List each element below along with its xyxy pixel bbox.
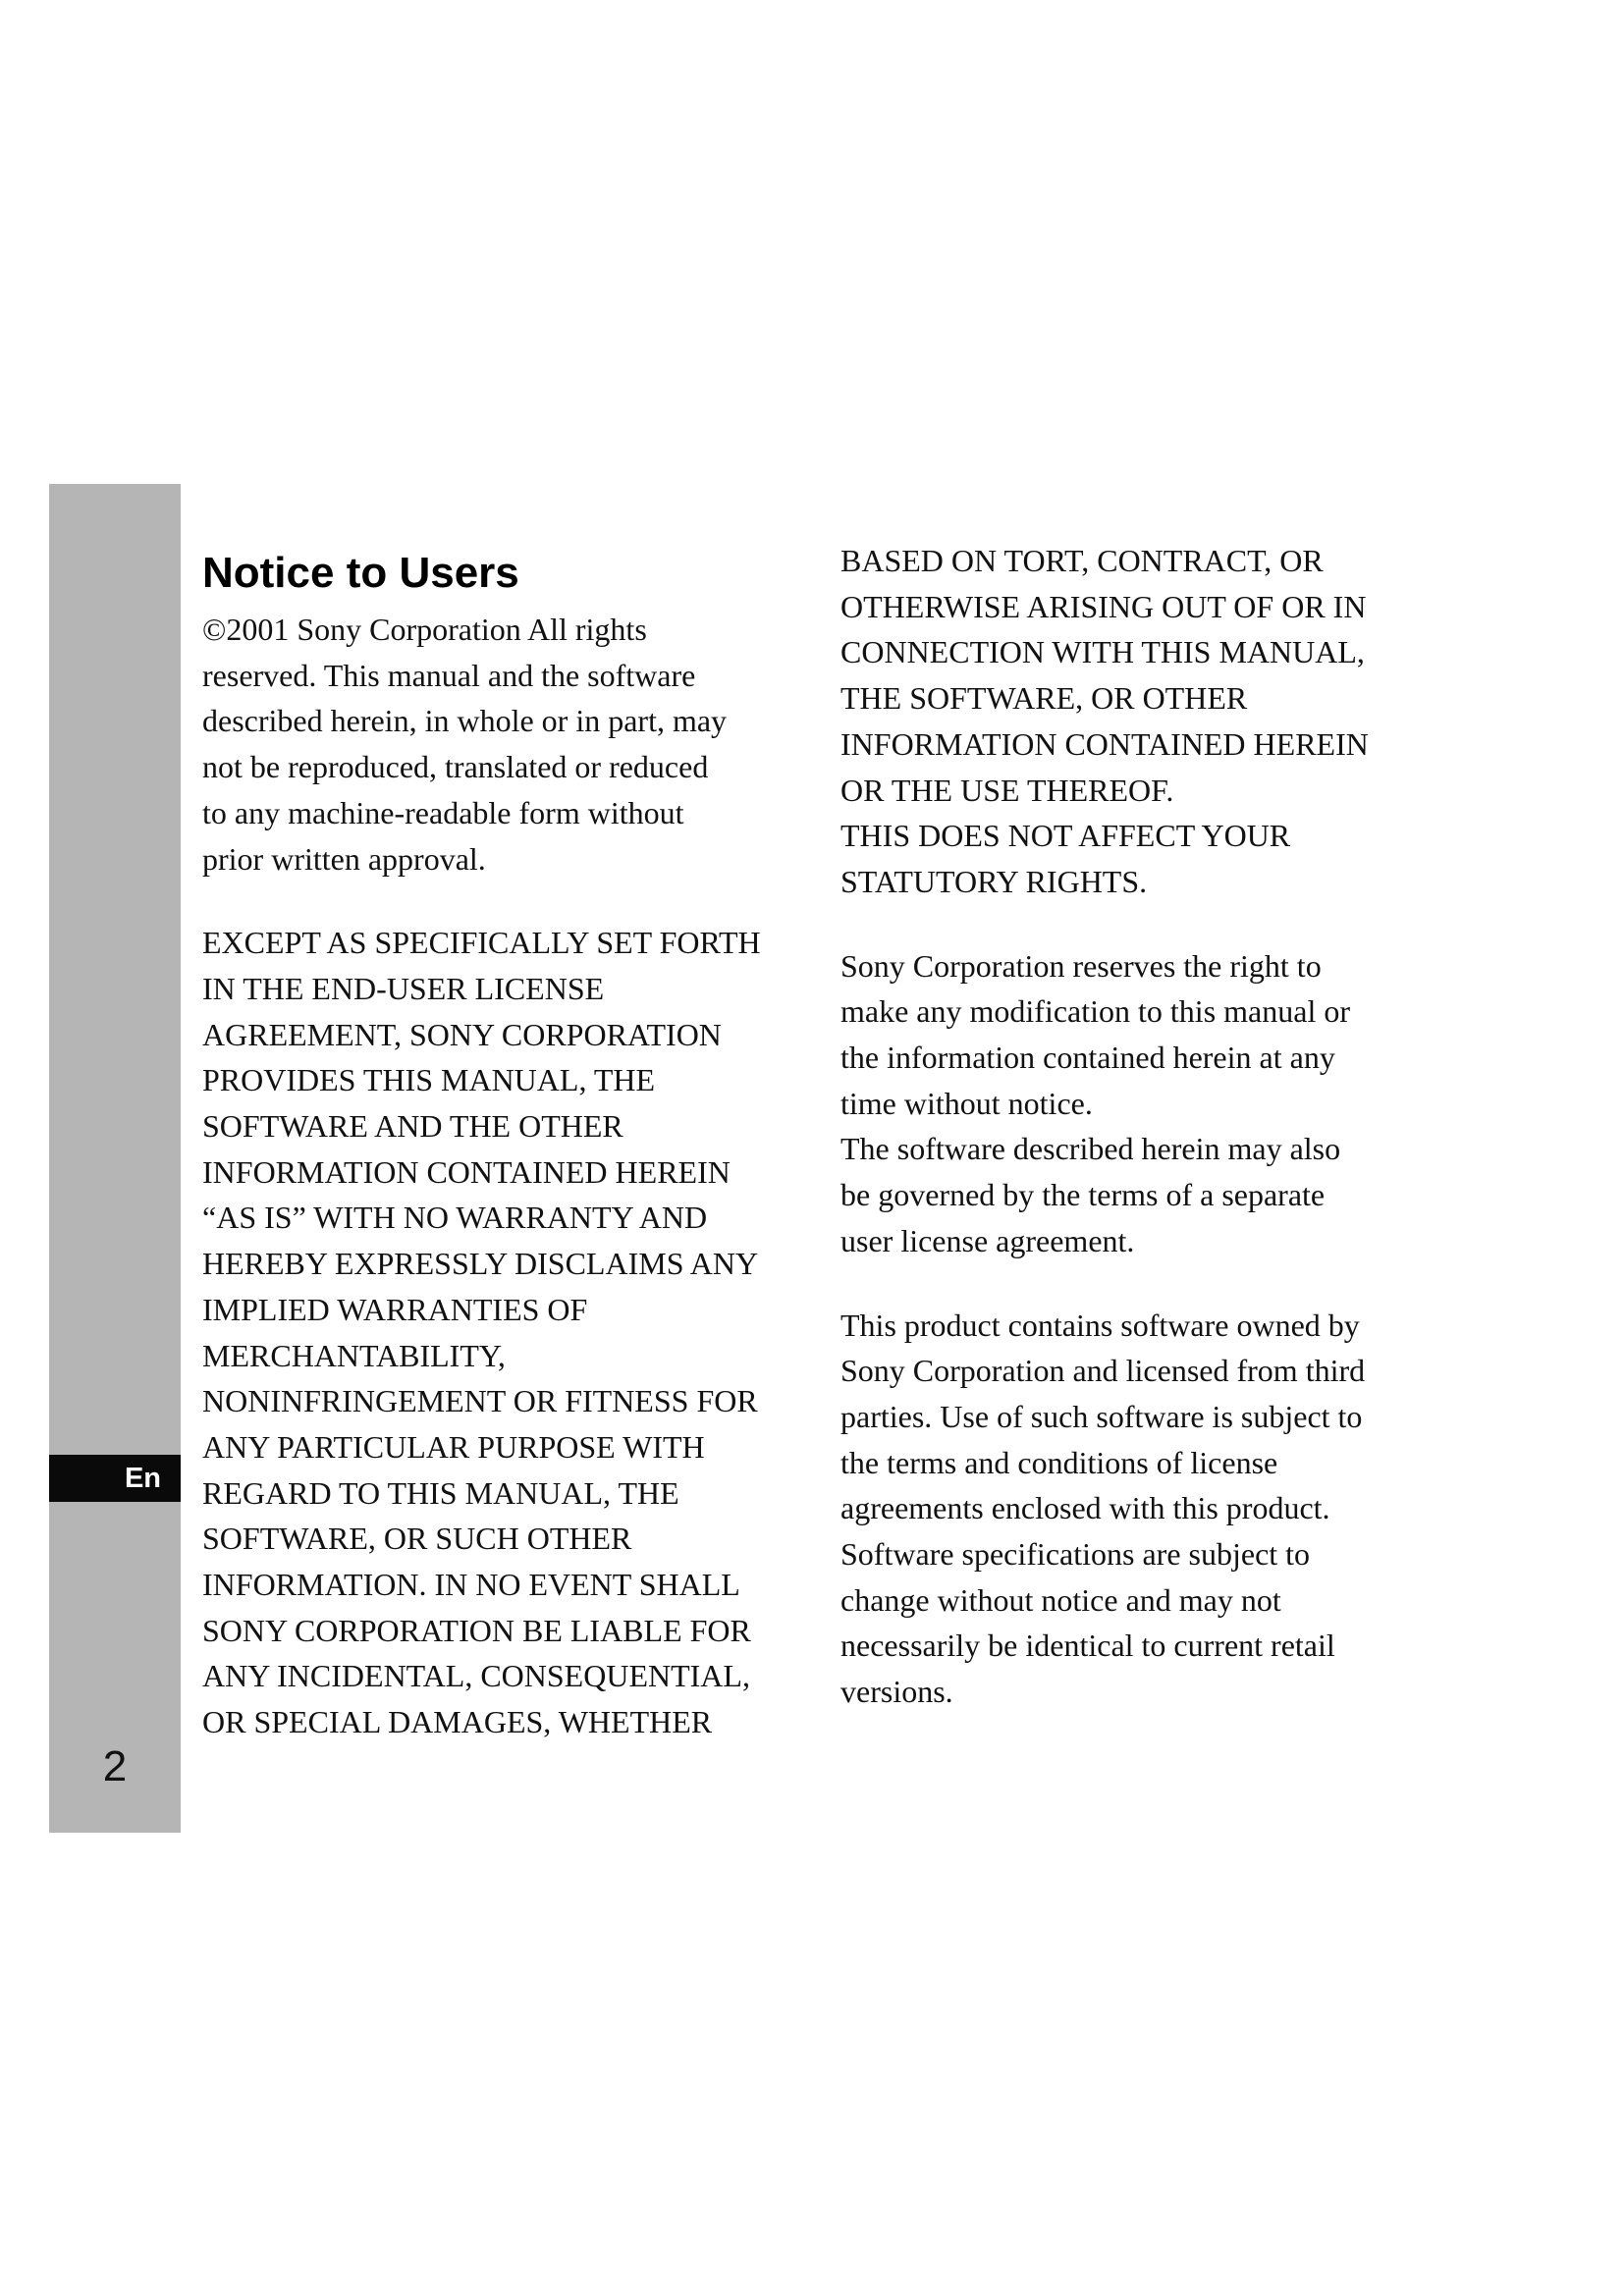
disclaimer-line: MERCHANTABILITY,: [202, 1337, 506, 1373]
modification-line: The software described herein may also: [840, 1131, 1341, 1167]
modification-line: Sony Corporation reserves the right to: [840, 947, 1322, 984]
copyright-line: reserved. This manual and the software: [202, 657, 696, 693]
third-party-paragraph: [840, 1303, 1430, 1715]
disclaimer-line: NONINFRINGEMENT OR FITNESS FOR: [202, 1383, 758, 1419]
copyright-line: described herein, in whole or in part, may: [202, 703, 728, 739]
disclaimer-line: REGARD TO THIS MANUAL, THE: [202, 1474, 679, 1511]
disclaimer-line: “AS IS” WITH NO WARRANTY AND: [202, 1200, 708, 1236]
page-title: Notice to Users: [202, 549, 519, 597]
disclaimer-line: ANY INCIDENTAL, CONSEQUENTIAL,: [202, 1658, 750, 1694]
modification-line: be governed by the terms of a separate: [840, 1177, 1326, 1213]
disclaimer-line: PROVIDES THIS MANUAL, THE: [202, 1062, 656, 1098]
disclaimer-line: SOFTWARE AND THE OTHER: [202, 1108, 623, 1145]
copyright-line: to any machine-readable form without: [202, 794, 684, 830]
third-party-line: necessarily be identical to current retail: [840, 1628, 1335, 1664]
third-party-line: versions.: [840, 1674, 953, 1710]
disclaimer-line: IMPLIED WARRANTIES OF: [202, 1291, 588, 1327]
third-party-line: Software specifications are subject to: [840, 1536, 1311, 1573]
third-party-line: This product contains software owned by: [840, 1307, 1360, 1343]
disclaimer-line: INFORMATION. IN NO EVENT SHALL: [202, 1567, 740, 1603]
side-tab: [49, 484, 181, 1833]
copyright-line: not be reproduced, translated or reduced: [202, 749, 709, 785]
disclaimer-line: EXCEPT AS SPECIFICALLY SET FORTH: [202, 925, 761, 961]
modification-line: the information contained herein at any: [840, 1040, 1335, 1076]
disclaimer-line: SONY CORPORATION BE LIABLE FOR: [202, 1612, 751, 1648]
modification-line: make any modification to this manual or: [840, 993, 1350, 1030]
disclaimer-line: OR SPECIAL DAMAGES, WHETHER: [202, 1704, 713, 1740]
third-party-line: Sony Corporation and licensed from third: [840, 1353, 1366, 1389]
disclaimer-line: OTHERWISE ARISING OUT OF OR IN: [840, 588, 1367, 624]
disclaimer-line: INFORMATION CONTAINED HEREIN: [202, 1153, 731, 1190]
disclaimer-line: INFORMATION CONTAINED HEREIN: [840, 725, 1369, 762]
disclaimer-line: HEREBY EXPRESSLY DISCLAIMS ANY: [202, 1246, 759, 1282]
disclaimer-continued-paragraph: [840, 538, 1430, 905]
page-number: 2: [102, 1742, 128, 1790]
right-column: [840, 538, 1430, 1715]
disclaimer-line: BASED ON TORT, CONTRACT, OR: [840, 543, 1324, 578]
disclaimer-line: THIS DOES NOT AFFECT YOUR: [840, 818, 1291, 854]
disclaimer-line: CONNECTION WITH THIS MANUAL,: [840, 634, 1365, 670]
third-party-line: agreements enclosed with this product.: [840, 1490, 1330, 1526]
disclaimer-line: THE SOFTWARE, OR OTHER: [840, 680, 1248, 717]
disclaimer-line: ANY PARTICULAR PURPOSE WITH: [202, 1428, 705, 1465]
third-party-line: the terms and conditions of license: [840, 1444, 1278, 1480]
copyright-paragraph: [202, 607, 791, 881]
disclaimer-line: AGREEMENT, SONY CORPORATION: [202, 1016, 722, 1052]
disclaimer-paragraph: [202, 920, 791, 1745]
third-party-line: change without notice and may not: [840, 1581, 1281, 1618]
modification-paragraph: [840, 943, 1430, 1264]
third-party-line: parties. Use of such software is subject to: [840, 1398, 1363, 1434]
copyright-line: prior written approval.: [202, 840, 486, 877]
modification-line: time without notice.: [840, 1085, 1093, 1121]
disclaimer-line: OR THE USE THEREOF.: [840, 772, 1174, 808]
language-badge: En: [49, 1455, 181, 1502]
disclaimer-line: IN THE END-USER LICENSE: [202, 970, 605, 1006]
copyright-line: ©2001 Sony Corporation All rights: [202, 612, 647, 647]
disclaimer-line: SOFTWARE, OR SUCH OTHER: [202, 1521, 632, 1557]
disclaimer-line: STATUTORY RIGHTS.: [840, 863, 1148, 899]
left-column: [202, 538, 791, 1745]
modification-line: user license agreement.: [840, 1222, 1135, 1258]
